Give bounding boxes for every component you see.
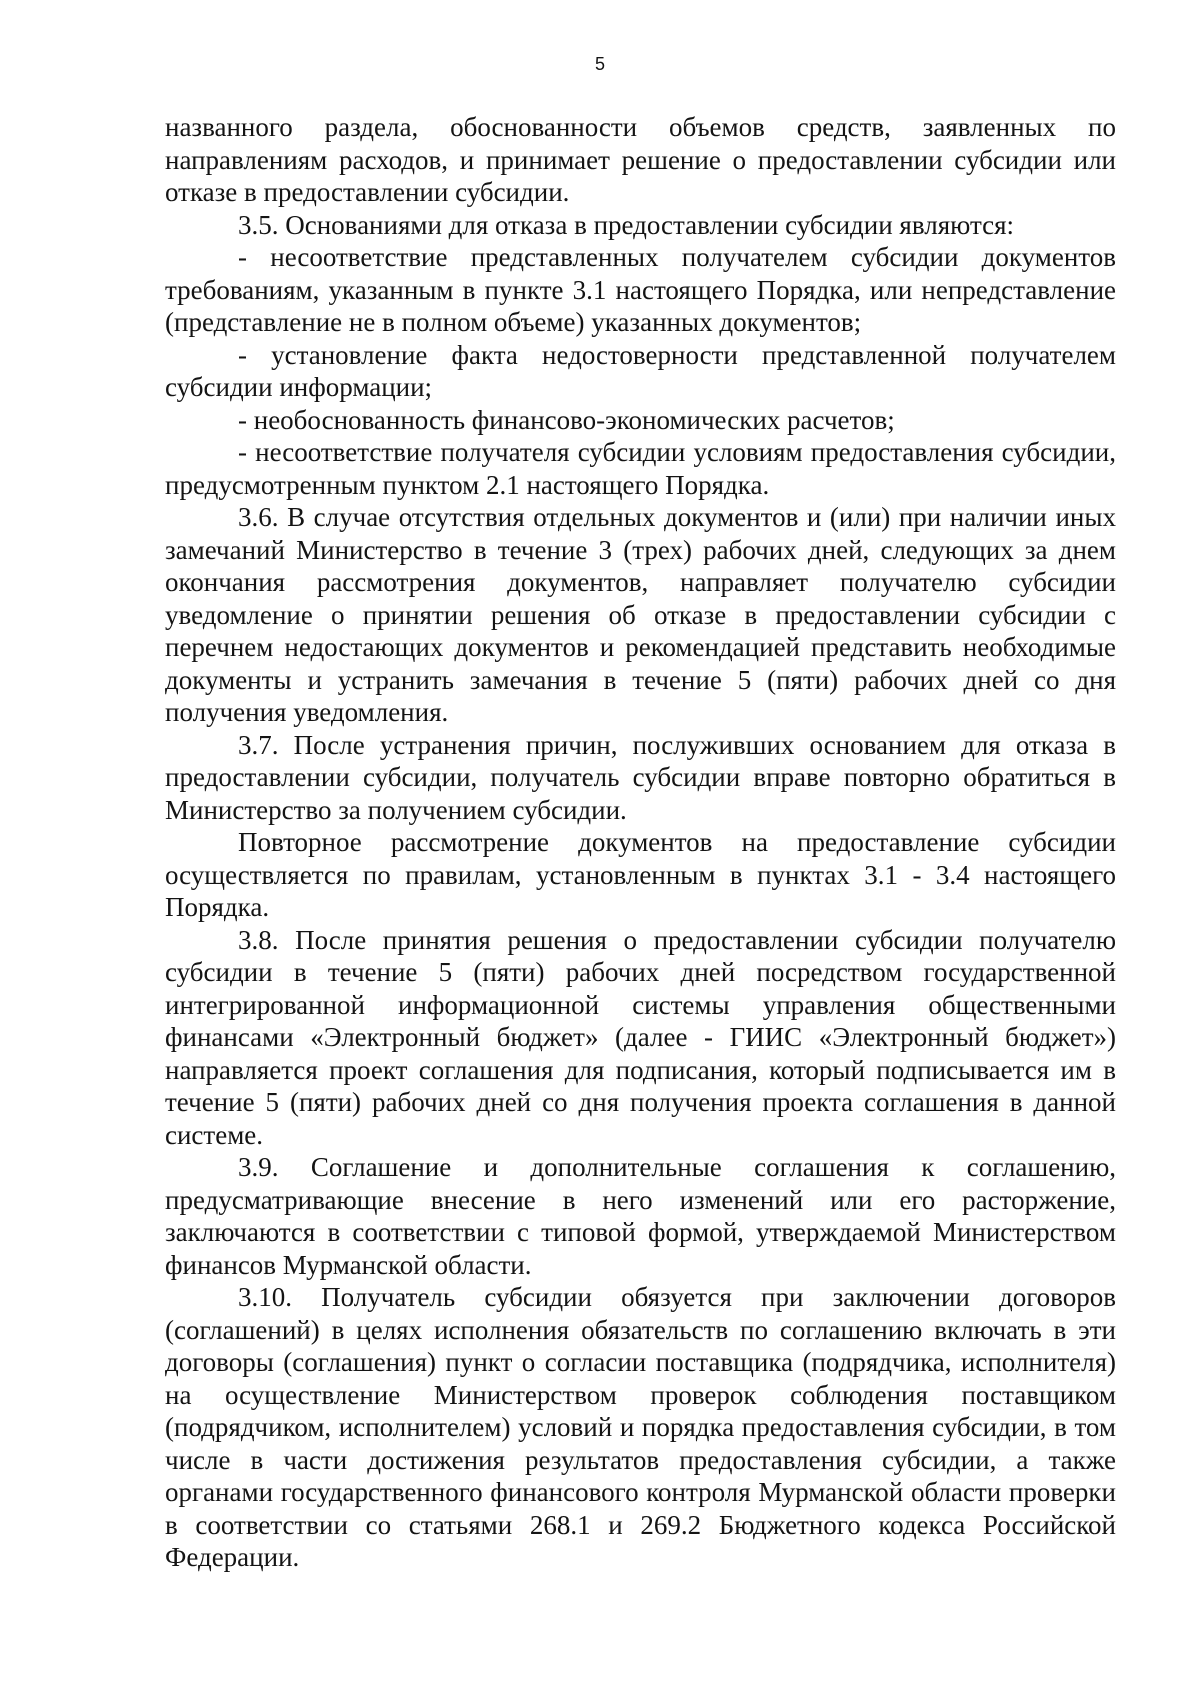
list-item-unreliable-info: - установление факта недостоверности представленной получателем субсидии информации; [165, 339, 1116, 402]
list-item-conditions-mismatch: - несоответствие получателя субсидии условиям предоставления субсидии, предусмотренным пунктом 2.1 настоящего Порядка. [165, 437, 1116, 500]
paragraph-3-9: 3.9. Соглашение и дополнительные соглашения к соглашению, предусматривающие внесение в него изменений или его расторжение, заключаются в соответствии с типовой формой, утверждаемой Министерством финансов Мурманской области. [165, 1152, 1116, 1280]
list-item-nonconformity: - несоответствие представленных получателем субсидии документов требованиям, указанным в пункте 3.1 настоящего Порядка, или непредставление (представление не в полном объеме) указанных документов; [165, 242, 1116, 337]
paragraph-repeated-review: Повторное рассмотрение документов на предоставление субсидии осуществляется по правилам, установленным в пунктах 3.1 - 3.4 настоящего Порядка. [165, 827, 1116, 922]
paragraph-3-6: 3.6. В случае отсутствия отдельных документов и (или) при наличии иных замечаний Министерство в течение 3 (трех) рабочих дней, следующих за днем окончания рассмотрения документов, направляет получателю субсидии уведомление о принятии решения об отказе в предоставлении субсидии с перечнем недостающих документов и рекомендацией представить необходимые документы и устранить замечания в течение 5 (пяти) рабочих дней со дня получения уведомления. [165, 502, 1116, 727]
page-number: 5 [594, 54, 605, 74]
paragraph-continuation: названного раздела, обоснованности объемов средств, заявленных по направлениям расходов, и принимает решение о предоставлении субсидии или отказе в предоставлении субсидии. [165, 112, 1116, 207]
paragraph-3-8: 3.8. После принятия решения о предоставлении субсидии получателю субсидии в течение 5 (пяти) рабочих дней посредством государственной интегрированной информационной системы управления общественными финансами «Электронный бюджет» (далее - ГИИС «Электронный бюджет») направляется проект соглашения для подписания, который подписывается им в течение 5 (пяти) рабочих дней со дня получения проекта соглашения в данной системе. [165, 924, 1116, 1150]
document-body [165, 111, 1116, 1574]
list-item-unjustified-calculations: - необоснованность финансово-экономических расчетов; [238, 404, 895, 435]
paragraph-3-10: 3.10. Получатель субсидии обязуется при заключении договоров (соглашений) в целях исполнения обязательств по соглашению включать в эти договоры (соглашения) пункт о согласии поставщика (подрядчика, исполнителя) на осуществление Министерством проверок соблюдения поставщиком (подрядчиком, исполнителем) условий и порядка предоставления субсидии, в том числе в части достижения результатов предоставления субсидии, а также органами государственного финансового контроля Мурманской области проверки в соответствии со статьями 268.1 и 269.2 Бюджетного кодекса Российской Федерации. [165, 1282, 1116, 1572]
paragraph-3-5: 3.5. Основаниями для отказа в предоставлении субсидии являются: [238, 209, 1014, 240]
paragraph-3-7: 3.7. После устранения причин, послуживших основанием для отказа в предоставлении субсидии, получатель субсидии вправе повторно обратиться в Министерство за получением субсидии. [165, 729, 1116, 825]
